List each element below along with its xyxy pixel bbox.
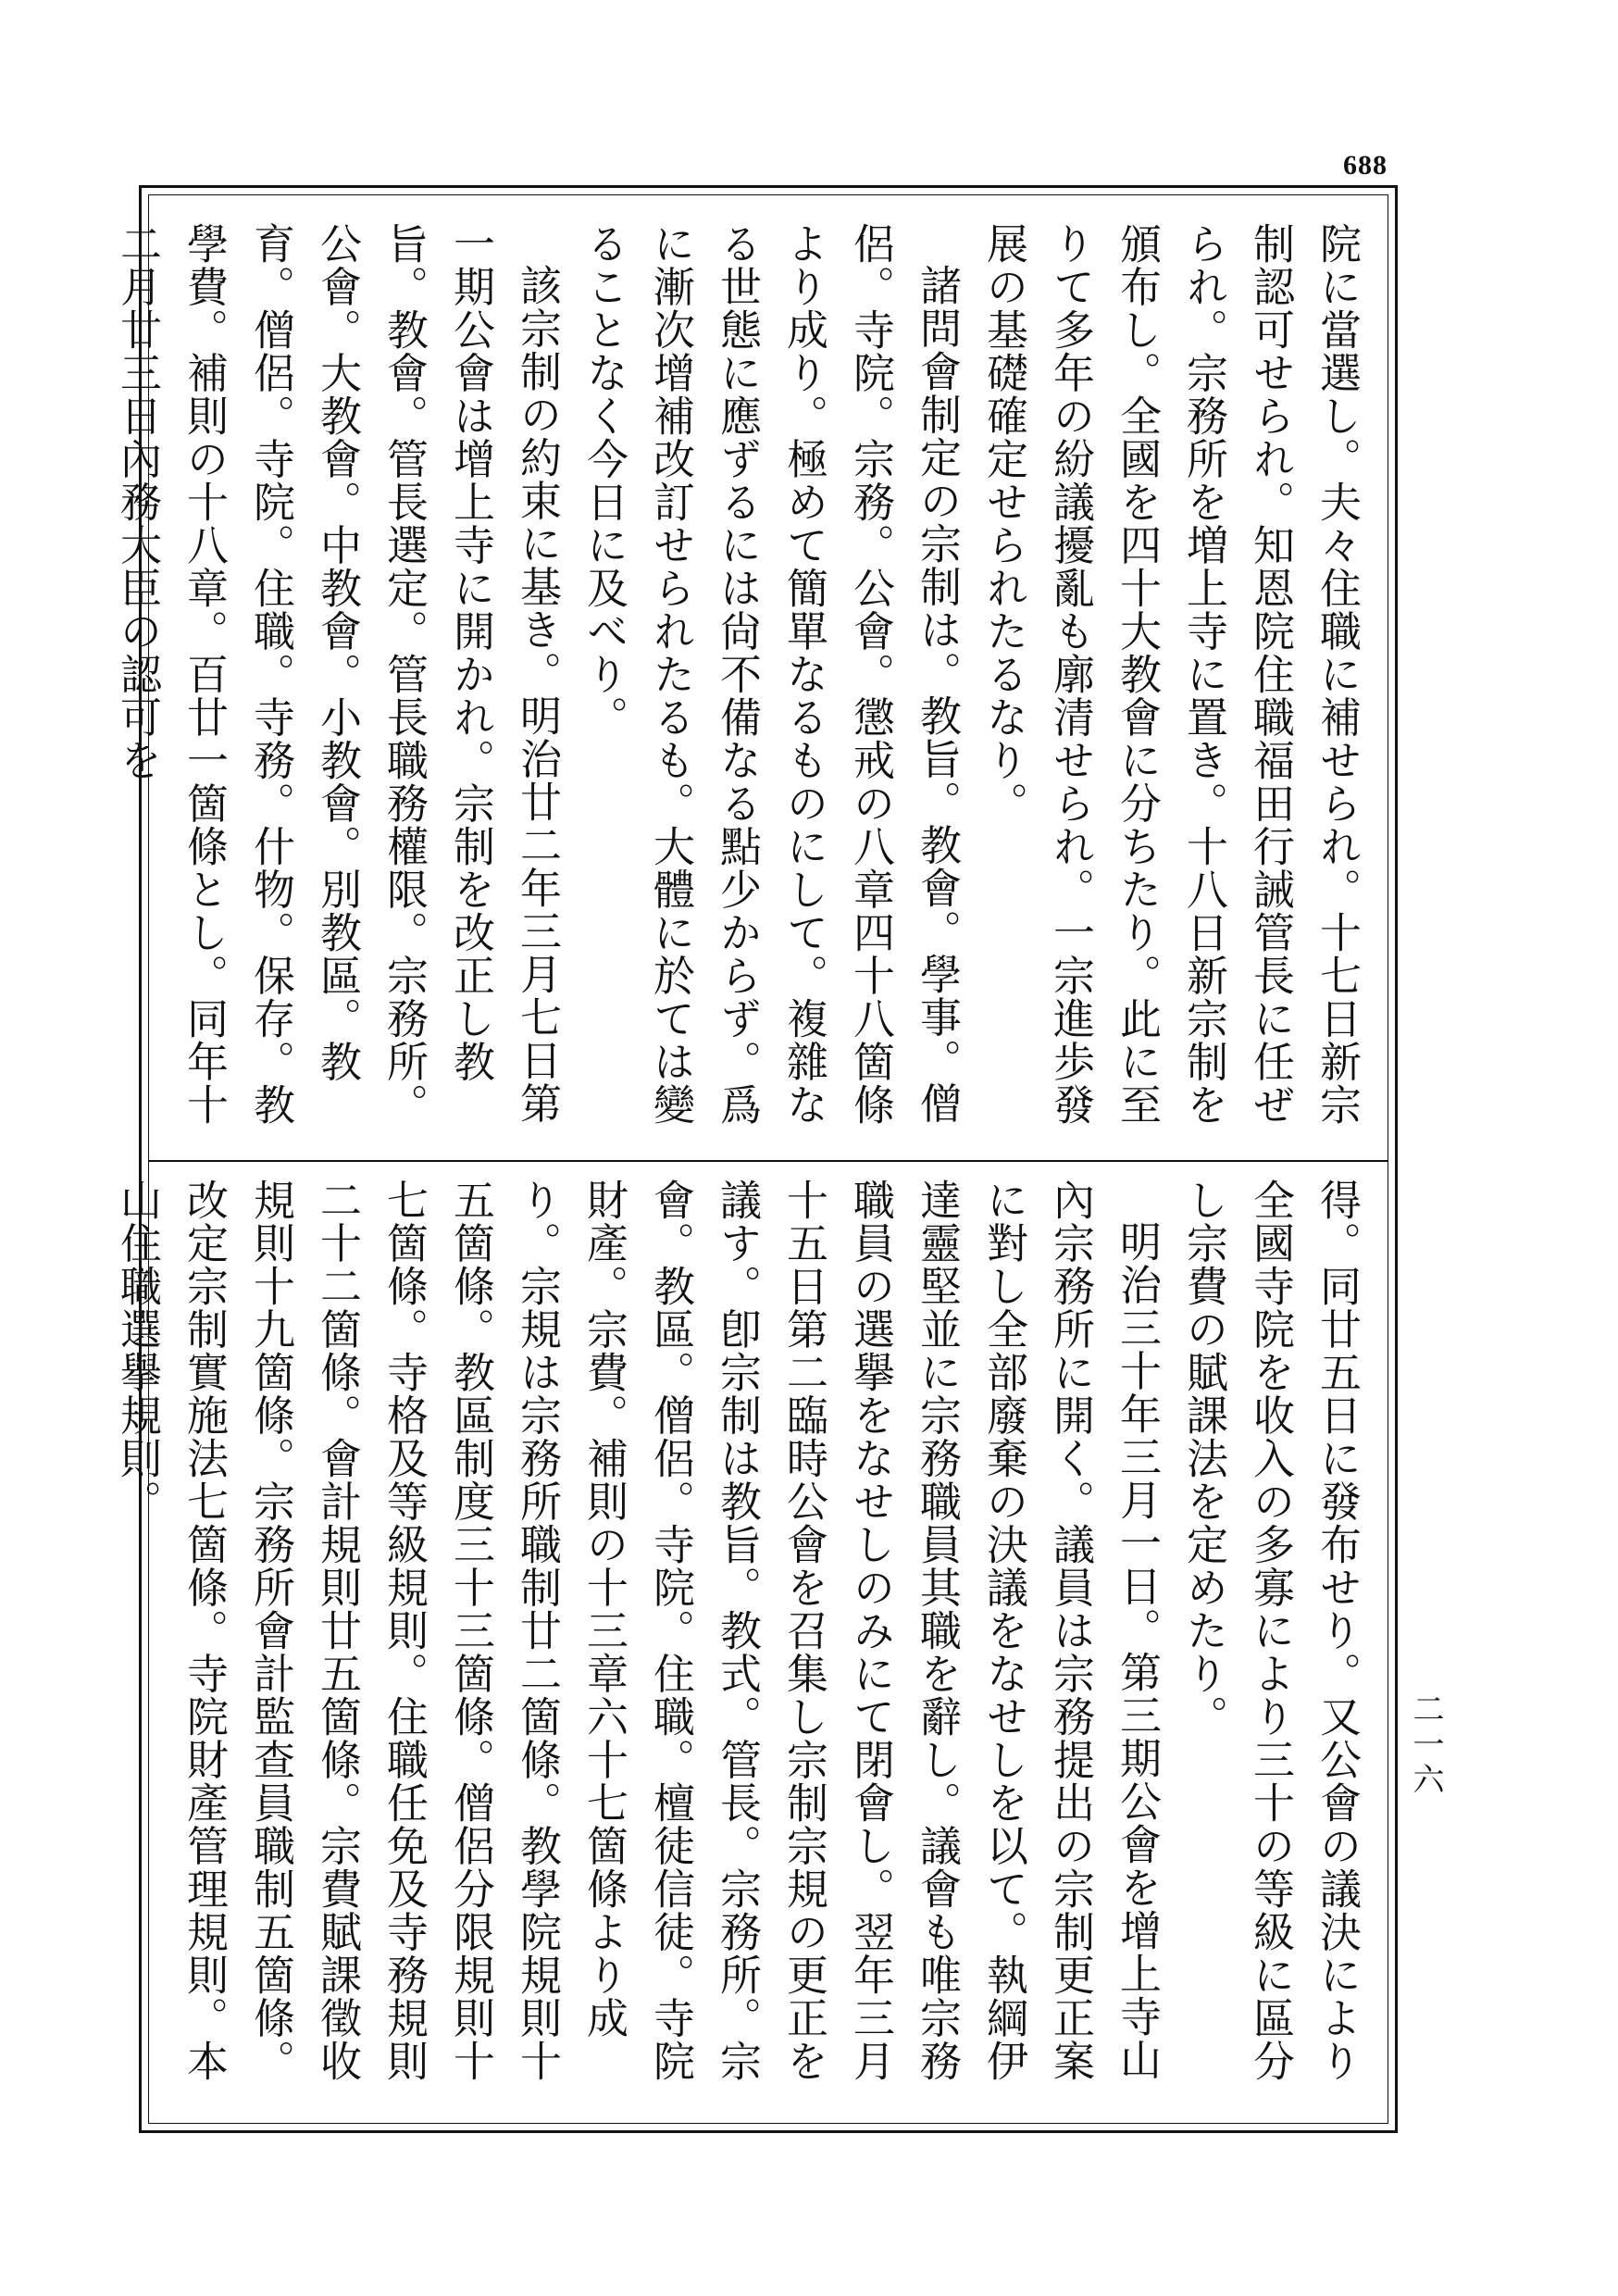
section-divider <box>148 1160 1388 1162</box>
upper-paragraph-3: 該宗制の約束に基き。明治廿二年三月七日第一期公會は增上寺に開かれ。宗制を改正し教旨。教會。管長選定。管長職務權限。宗務所。公會。大教會。中教會。小教會。別教區。教育。僧侶。寺院。住職。寺務。什物。保存。教學費。補則の十八章。百廿一箇條とし。同年十二月廿三日內務大臣の認可を <box>113 222 562 1127</box>
lower-text-section <box>113 1179 1370 2104</box>
page-number: 688 <box>1343 150 1388 181</box>
side-page-label: 二一六 <box>1407 1692 1444 1798</box>
upper-paragraph-2: 諸問會制定の宗制は。教旨。教會。學事。僧侶。寺院。宗務。公會。懲戒の八章四十八箇條より成り。極めて簡單なるものにして。複雜なる世態に應ずるには尙不備なる點少からず。爲に漸次增補改訂せられたるも。大體に於ては變ることなく今日に及べり。 <box>579 222 962 1127</box>
lower-paragraph-2: 明治三十年三月一日。第三期公會を增上寺山內宗務所に開く。議員は宗務提出の宗制更正案に對し全部廢棄の決議をなせしを以て。執綱伊達靈堅並に宗務職員其職を辭し。議會も唯宗務職員の選擧をなせしのみにて閉會し。翌年三月十五日第二臨時公會を召集し宗制宗規の更正を議す。卽宗制は教旨。教式。管長。宗務所。宗會。教區。僧侶。寺院。住職。檀徒信徒。寺院財產。宗費。補則の十三章六十七箇條より成り。宗規は宗務所職制廿二箇條。教學院規則十五箇條。教區制度三十三箇條。僧侶分限規則十七箇條。寺格及等級規則。住職任免及寺務規則二十二箇條。會計規則廿五箇條。宗費賦課徵收規則十九箇條。宗務所會計監查員職制五箇條。改定宗制實施法七箇條。寺院財產管理規則。本山住職選擧規則。 <box>113 1179 1162 2083</box>
upper-text-section <box>113 222 1370 1148</box>
lower-paragraph-1: 得。同廿五日に發布せり。又公會の議決により全國寺院を收入の多寡により三十の等級に區分し宗費の賦課法を定めたり。 <box>1179 1179 1362 2083</box>
upper-paragraph-1: 院に當選し。夫々住職に補せられ。十七日新宗制認可せられ。知恩院住職福田行誡管長に任ぜられ。宗務所を増上寺に置き。十八日新宗制を頒布し。全國を四十大教會に分ちたり。此に至りて多年の紛議擾亂も廓清せられ。一宗進歩發展の基礎確定せられたるなり。 <box>979 222 1362 1127</box>
